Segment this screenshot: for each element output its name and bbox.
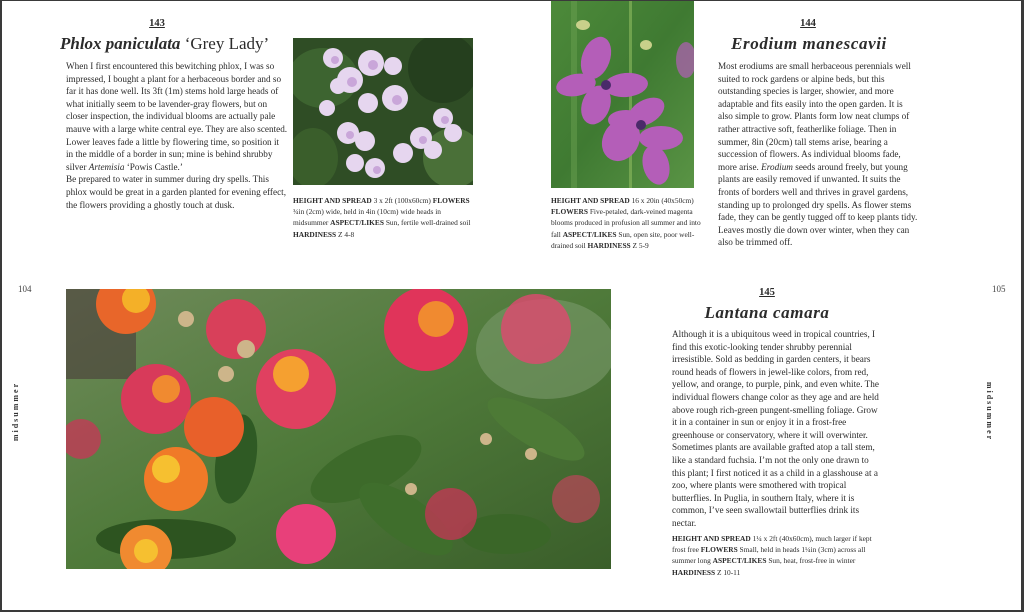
- entry-body-lantana: [672, 328, 884, 530]
- spec-label-hardiness: HARDINESS: [587, 240, 631, 250]
- spec-label-hardiness: HARDINESS: [293, 229, 337, 239]
- entry-number-143: 143: [149, 18, 165, 29]
- spec-value-height: 16 x 20in (40x50cm): [629, 196, 694, 205]
- specs-erodium: [551, 195, 701, 251]
- spec-value-hardiness: Z 4-8: [336, 229, 355, 239]
- erodium-image: [551, 1, 694, 188]
- body-paragraph: Although it is a ubiquitous weed in tropical countries, I find this exotic-looking tender shrubby perennial irresistible. Sold as bedding in garden centers, it bears round heads of flowers in jewel-like colors, from red, yellow, and orange, to purple, pink, and even white. The individual flowers change color as they age and are held above rough rich-green pungent-smelling foliage. Grow it in a container in sun or enjoy it in a frost-free greenhouse or conservatory, where it will overwinter. Sometimes plants are available grafted atop a tall stem, like a standard fuchsia. I’m not the only one drawn to this plant; I first noticed it as a child in a glasshouse at a zoo, where plants were smothered with tropical butterflies. In Puglia, in southern Italy, where it is common, I’ve seen swallowtail butterflies drink its nectar.: [672, 329, 879, 528]
- photo-erodium: [551, 1, 694, 188]
- page-number-left: 104: [18, 284, 32, 294]
- entry-number-145: 145: [759, 287, 775, 298]
- entry-body-phlox: [66, 60, 288, 211]
- title-cultivar: ‘Grey Lady’: [180, 34, 270, 53]
- spec-value-height: 3 x 2ft (100x60cm): [371, 196, 433, 205]
- spec-label-hardiness: HARDINESS: [672, 567, 716, 577]
- photo-phlox: [293, 38, 473, 185]
- body-text: When I first encountered this bewitching phlox, I was so impressed, I bought a plant for a herbaceous border and so far it has done well. Its 3ft (1m) stems hold large heads of what initially seem to be lavender-gray flowers, but on closer inspection, the individual blooms are actually pale mauve with a large white central eye. They are also scented. Lower leaves fade a little by flowering time, so position it in the middle of a border in sun; mine is behind shrubby silver: [66, 61, 288, 172]
- spec-label-height: HEIGHT AND SPREAD: [293, 196, 372, 205]
- title-latin-name: Phlox paniculata: [60, 34, 181, 53]
- spec-label-flowers: FLOWERS: [551, 207, 588, 217]
- specs-lantana: [672, 533, 874, 578]
- lantana-image: [66, 289, 611, 569]
- phlox-image: [293, 38, 473, 185]
- body-text: seeds around freely, but young plants are easily removed if unwanted. It suits the fronts of borders well and thrives in gravel gardens, standing up to prolonged dry spells. As flower stems fade, they can be gently tugged off to keep plants tidy. Leaves mostly die down over winter, when they can also be trimmed off.: [718, 161, 918, 248]
- spec-label-aspect: ASPECT/LIKES: [562, 229, 617, 239]
- body-text: ‘Powis Castle.’: [124, 161, 183, 172]
- page-number-right: 105: [992, 284, 1006, 294]
- body-italic: Erodium: [761, 161, 793, 172]
- spec-label-aspect: ASPECT/LIKES: [712, 556, 767, 566]
- spec-value-hardiness: Z 5-9: [630, 240, 649, 250]
- entry-title-lantana: Lantana camara: [704, 303, 830, 322]
- body-italic: Artemisia: [88, 161, 125, 172]
- entry-number-144: 144: [800, 18, 816, 29]
- entry-body-erodium: [718, 60, 918, 249]
- spec-value-flowers: ¾in (2cm) wide, held in 4in (10cm) wide heads in midsummer: [293, 207, 441, 228]
- spec-label-aspect: ASPECT/LIKES: [330, 218, 384, 228]
- spec-value-flowers: Five-petaled, dark-veined magenta blooms produced in profusion all summer and into fall: [551, 207, 701, 239]
- running-head-left: midsummer: [11, 381, 21, 442]
- entry-title-phlox: [60, 34, 270, 54]
- spec-label-height: HEIGHT AND SPREAD: [672, 534, 751, 543]
- spec-value-height: 1¼ x 2ft (40x60cm), much larger if kept frost free: [672, 534, 872, 555]
- spec-value-aspect: Sun, open site, poor well-drained soil: [551, 229, 695, 250]
- spec-value-hardiness: Z 10-11: [715, 567, 741, 577]
- book-spread: [2, 1, 1021, 610]
- specs-phlox: [293, 195, 473, 240]
- photo-lantana: [66, 289, 611, 569]
- spec-label-height: HEIGHT AND SPREAD: [551, 196, 630, 205]
- running-head-right: midsummer: [985, 381, 995, 442]
- body-text: Most erodiums are small herbaceous perennials well suited to rock gardens or alpine beds, but this outstanding species is larger, showier, and more adaptable and fits easily into the open garden. It is also simple to grow. Plants form low neat clumps of rather attractive soft, featherlike foliage. Then in summer, 8in (20cm) tall stems arise, bearing a succession of flowers. As individual blooms fade, more arise.: [718, 61, 911, 172]
- spec-label-flowers: FLOWERS: [700, 545, 738, 555]
- body-paragraph: Be prepared to water in summer during dry spells. This phlox would be great in a garden planted for evening effect, the flowers providing a ghostly touch at dusk.: [66, 174, 286, 210]
- entry-title-erodium: Erodium manescavii: [731, 34, 887, 53]
- spec-label-flowers: FLOWERS: [432, 196, 470, 205]
- spec-value-aspect: Sun, heat, frost-free in winter: [766, 556, 856, 566]
- spec-value-flowers: Small, held in heads 1¼in (3cm) across all summer long: [672, 545, 866, 566]
- spec-value-aspect: Sun, fertile well-drained soil: [383, 218, 471, 228]
